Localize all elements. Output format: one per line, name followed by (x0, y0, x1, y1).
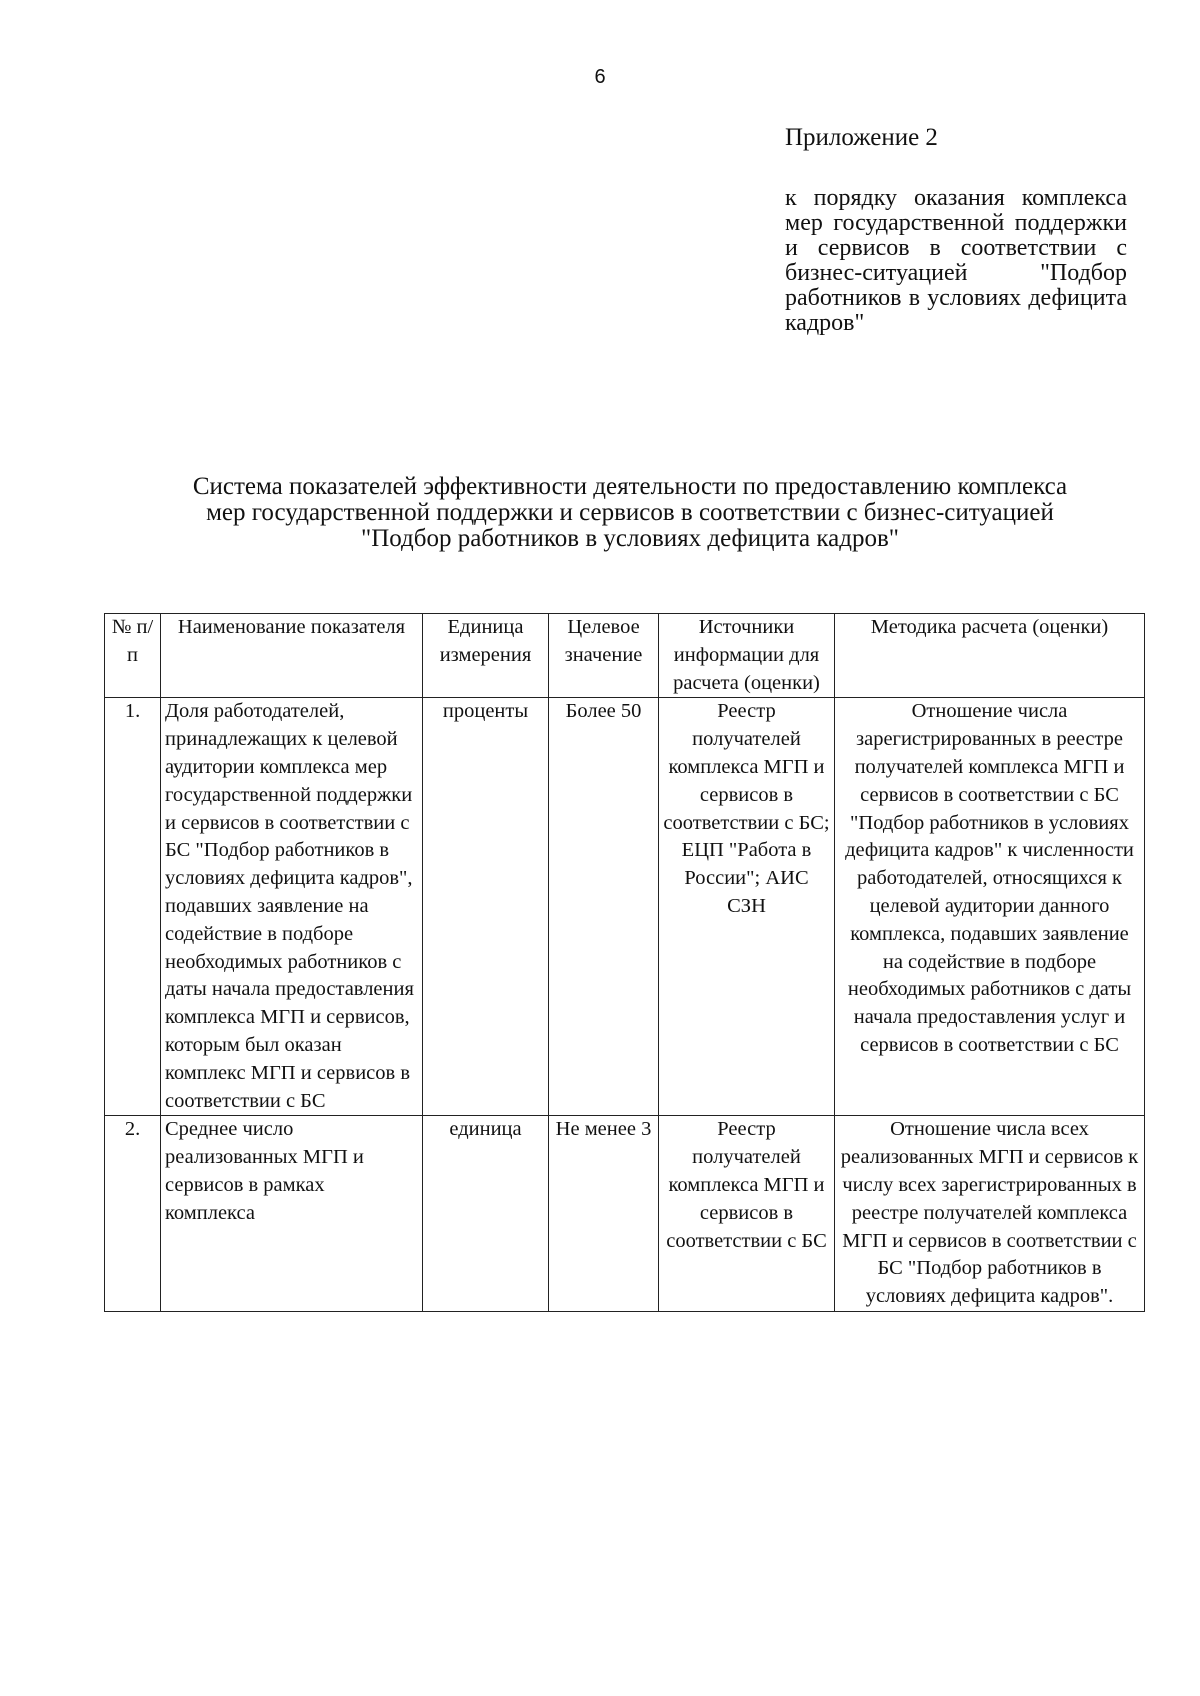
indicator-target: Более 50 (549, 698, 659, 1116)
header-num: № п/п (105, 614, 161, 698)
row-num: 1. (105, 698, 161, 1116)
appendix-reference: к порядку оказания комплекса мер государственной поддержки и сервисов в соответствии с бизнес-ситуацией "Подбор работников в условиях дефицита кадров" (785, 185, 1127, 336)
indicator-name: Доля работодателей, принадлежащих к целевой аудитории комплекса мер государственной поддержки и сервисов в соответствии с БС "Подбор работников в условиях дефицита кадров", подавших заявление на содействие в подборе необходимых работников с даты начала предоставления комплекса МГП и сервисов, которым был оказан комплекс МГП и сервисов в соответствии с БС (161, 698, 423, 1116)
header-unit: Единица измерения (423, 614, 549, 698)
header-name: Наименование показателя (161, 614, 423, 698)
header-method: Методика расчета (оценки) (835, 614, 1145, 698)
indicator-unit: проценты (423, 698, 549, 1116)
indicators-table (104, 613, 1145, 1312)
indicator-name: Среднее число реализованных МГП и сервисов в рамках комплекса (161, 1116, 423, 1312)
header-sources: Источники информации для расчета (оценки) (659, 614, 835, 698)
indicator-sources: Реестр получателей комплекса МГП и сервисов в соответствии с БС; ЕЦП "Работа в России"; АИС СЗН (659, 698, 835, 1116)
table-header-row (105, 614, 1145, 698)
header-target: Целевое значение (549, 614, 659, 698)
appendix-title: Приложение 2 (785, 124, 938, 151)
indicator-unit: единица (423, 1116, 549, 1312)
table-row (105, 698, 1145, 1116)
indicator-method: Отношение числа всех реализованных МГП и сервисов к числу всех зарегистрированных в реестре получателей комплекса МГП и сервисов в соответствии с БС "Подбор работников в условиях дефицита кадров". (835, 1116, 1145, 1312)
row-num: 2. (105, 1116, 161, 1312)
table-row (105, 1116, 1145, 1312)
indicator-method: Отношение числа зарегистрированных в реестре получателей комплекса МГП и сервисов в соответствии с БС "Подбор работников в условиях дефицита кадров" к численности работодателей, относящихся к целевой аудитории данного комплекса, подавших заявление на содействие в подборе необходимых работников с даты начала предоставления услуг и сервисов в соответствии с БС (835, 698, 1145, 1116)
document-title: Система показателей эффективности деятельности по предоставлению комплекса мер государственной поддержки и сервисов в соответствии с бизнес-ситуацией "Подбор работников в условиях дефицита кадров" (192, 473, 1068, 552)
indicator-target: Не менее 3 (549, 1116, 659, 1312)
indicator-sources: Реестр получателей комплекса МГП и сервисов в соответствии с БС (659, 1116, 835, 1312)
page-number: 6 (594, 66, 606, 88)
